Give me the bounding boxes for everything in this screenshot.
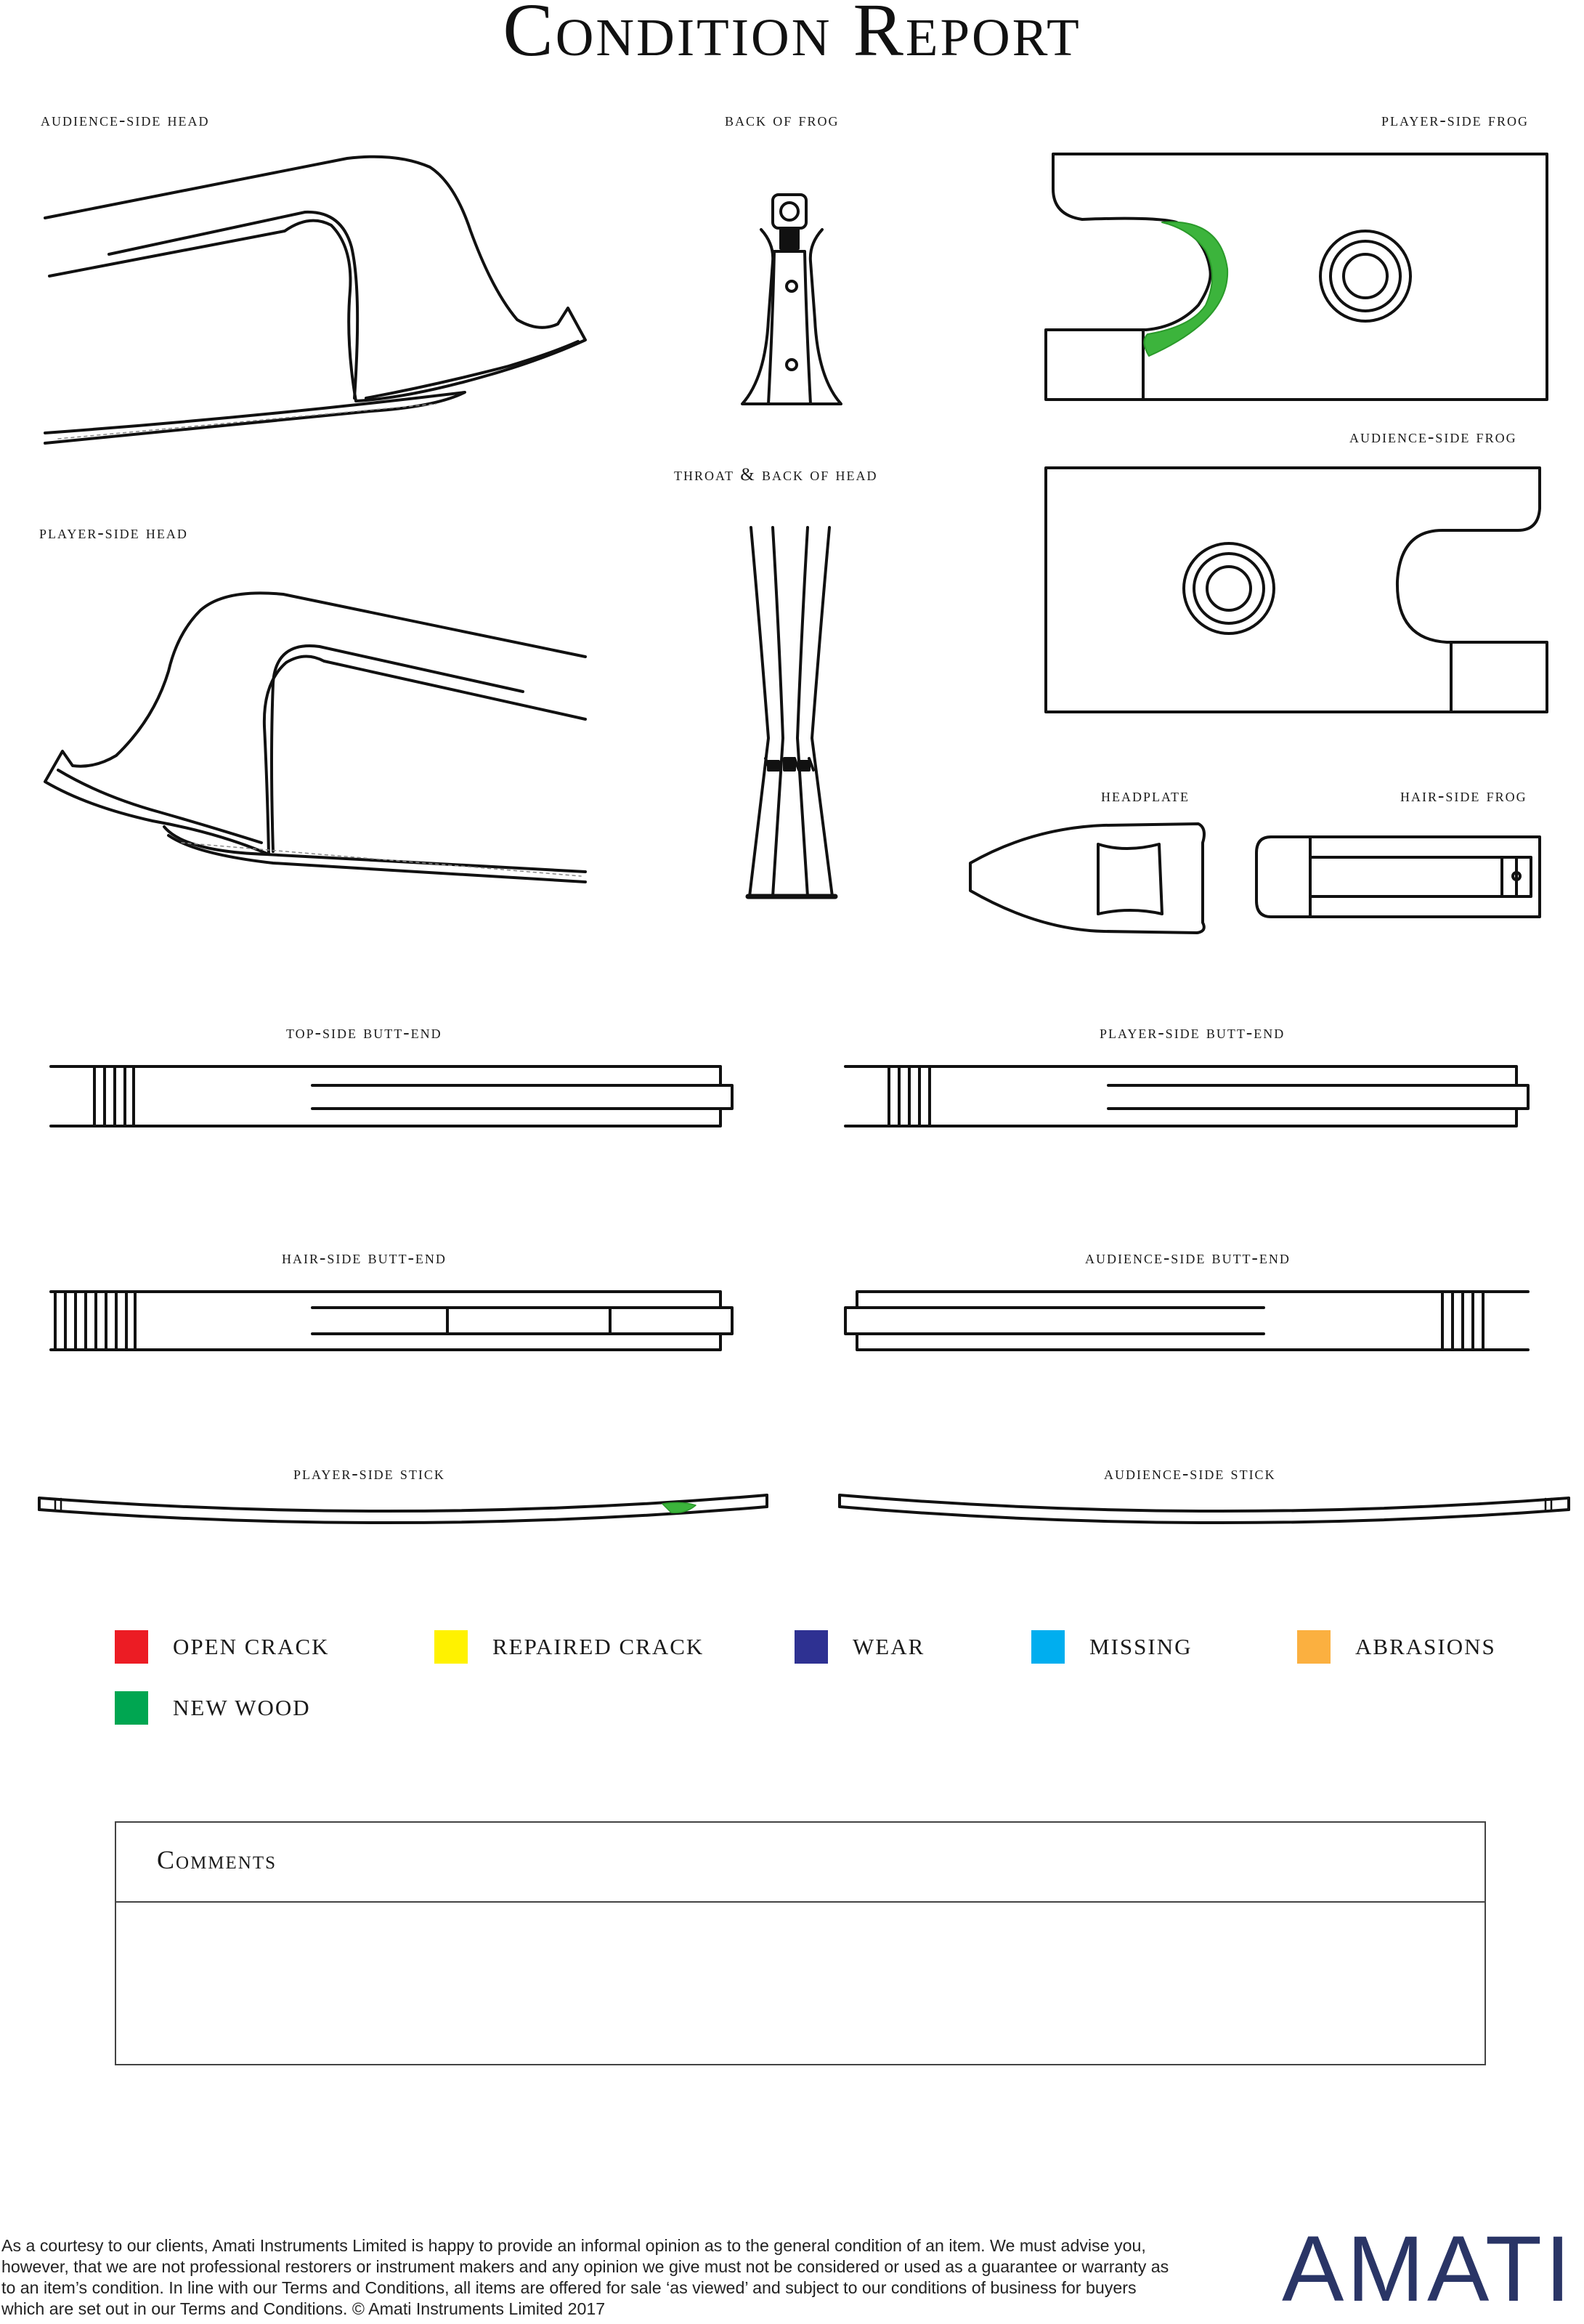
label-player-side-stick: player-side stick: [293, 1464, 445, 1483]
amati-logo: AMATI: [1282, 2217, 1574, 2321]
legend-swatch-new-wood: [115, 1691, 148, 1725]
label-headplate: headplate: [1101, 786, 1190, 806]
label-player-side-head: player-side head: [39, 523, 188, 543]
comments-title: Comments: [157, 1845, 277, 1874]
audience-side-head-drawing: [45, 157, 585, 443]
player-side-head-drawing: [45, 593, 585, 882]
back-of-frog-drawing: [742, 195, 841, 404]
label-audience-side-butt-end: audience-side butt-end: [1085, 1248, 1291, 1268]
legend-label-open-crack: OPEN CRACK: [173, 1634, 330, 1659]
label-hair-side-butt-end: hair-side butt-end: [282, 1248, 447, 1268]
label-player-side-butt-end: player-side butt-end: [1100, 1023, 1286, 1042]
legend-label-wear: WEAR: [853, 1634, 925, 1659]
legend-abrasions: [1297, 1630, 1496, 1664]
legend-label-repaired-crack: REPAIRED CRACK: [492, 1634, 704, 1659]
comments-box: [115, 1821, 1486, 2065]
label-player-side-frog: player-side frog: [1381, 110, 1529, 130]
label-audience-side-stick: audience-side stick: [1104, 1464, 1276, 1483]
legend-new-wood: [115, 1691, 311, 1725]
throat-back-of-head-drawing: [748, 527, 835, 896]
label-audience-side-frog: audience-side frog: [1349, 427, 1517, 447]
legend-open-crack: [115, 1630, 330, 1664]
legend-swatch-missing: [1031, 1630, 1065, 1664]
player-side-butt-end-drawing: [845, 1066, 1528, 1126]
audience-side-stick-drawing: [840, 1495, 1569, 1523]
legend-repaired-crack: [434, 1630, 704, 1664]
label-top-side-butt-end: top-side butt-end: [286, 1023, 442, 1042]
label-back-of-frog: back of frog: [725, 110, 840, 130]
audience-side-frog-drawing: [1046, 468, 1547, 712]
player-side-frog-drawing: [1046, 154, 1547, 400]
legend-swatch-abrasions: [1297, 1630, 1331, 1664]
page-title: Condition Report: [503, 0, 1081, 72]
headplate-drawing: [970, 824, 1204, 933]
comments-header: [116, 1823, 1485, 1903]
label-audience-side-head: audience-side head: [41, 110, 210, 130]
legend-label-new-wood: NEW WOOD: [173, 1695, 311, 1720]
legend-missing: [1031, 1630, 1192, 1664]
hair-side-frog-drawing: [1256, 837, 1540, 917]
disclaimer-text: As a courtesy to our clients, Amati Instruments Limited is happy to provide an informal opinion as to the general condition of an item. We must advise you, however, that we are not professional restorers or instrument makers and any opinion we give must not be considered or used as a guarantee or warranty as to an item’s condition. In line with our Terms and Conditions, all items are offered for sale ‘as viewed’ and subject to our conditions of business for buyers which are set out in our Terms and Conditions. © Amati Instruments Limited 2017: [1, 2236, 1169, 2318]
legend-label-abrasions: ABRASIONS: [1355, 1634, 1496, 1659]
comments-body[interactable]: [157, 1917, 1455, 2049]
legend-swatch-open-crack: [115, 1630, 148, 1664]
hair-side-butt-end-drawing: [51, 1292, 732, 1350]
legend-swatch-wear: [795, 1630, 828, 1664]
legend-swatch-repaired-crack: [434, 1630, 468, 1664]
legend-label-missing: MISSING: [1089, 1634, 1193, 1659]
label-hair-side-frog: hair-side frog: [1400, 786, 1527, 806]
top-side-butt-end-drawing: [51, 1066, 732, 1126]
player-side-stick-drawing: [39, 1495, 767, 1523]
legend-wear: [795, 1630, 925, 1664]
audience-side-butt-end-drawing: [845, 1292, 1528, 1350]
label-throat-back-of-head: throat & back of head: [674, 465, 878, 485]
